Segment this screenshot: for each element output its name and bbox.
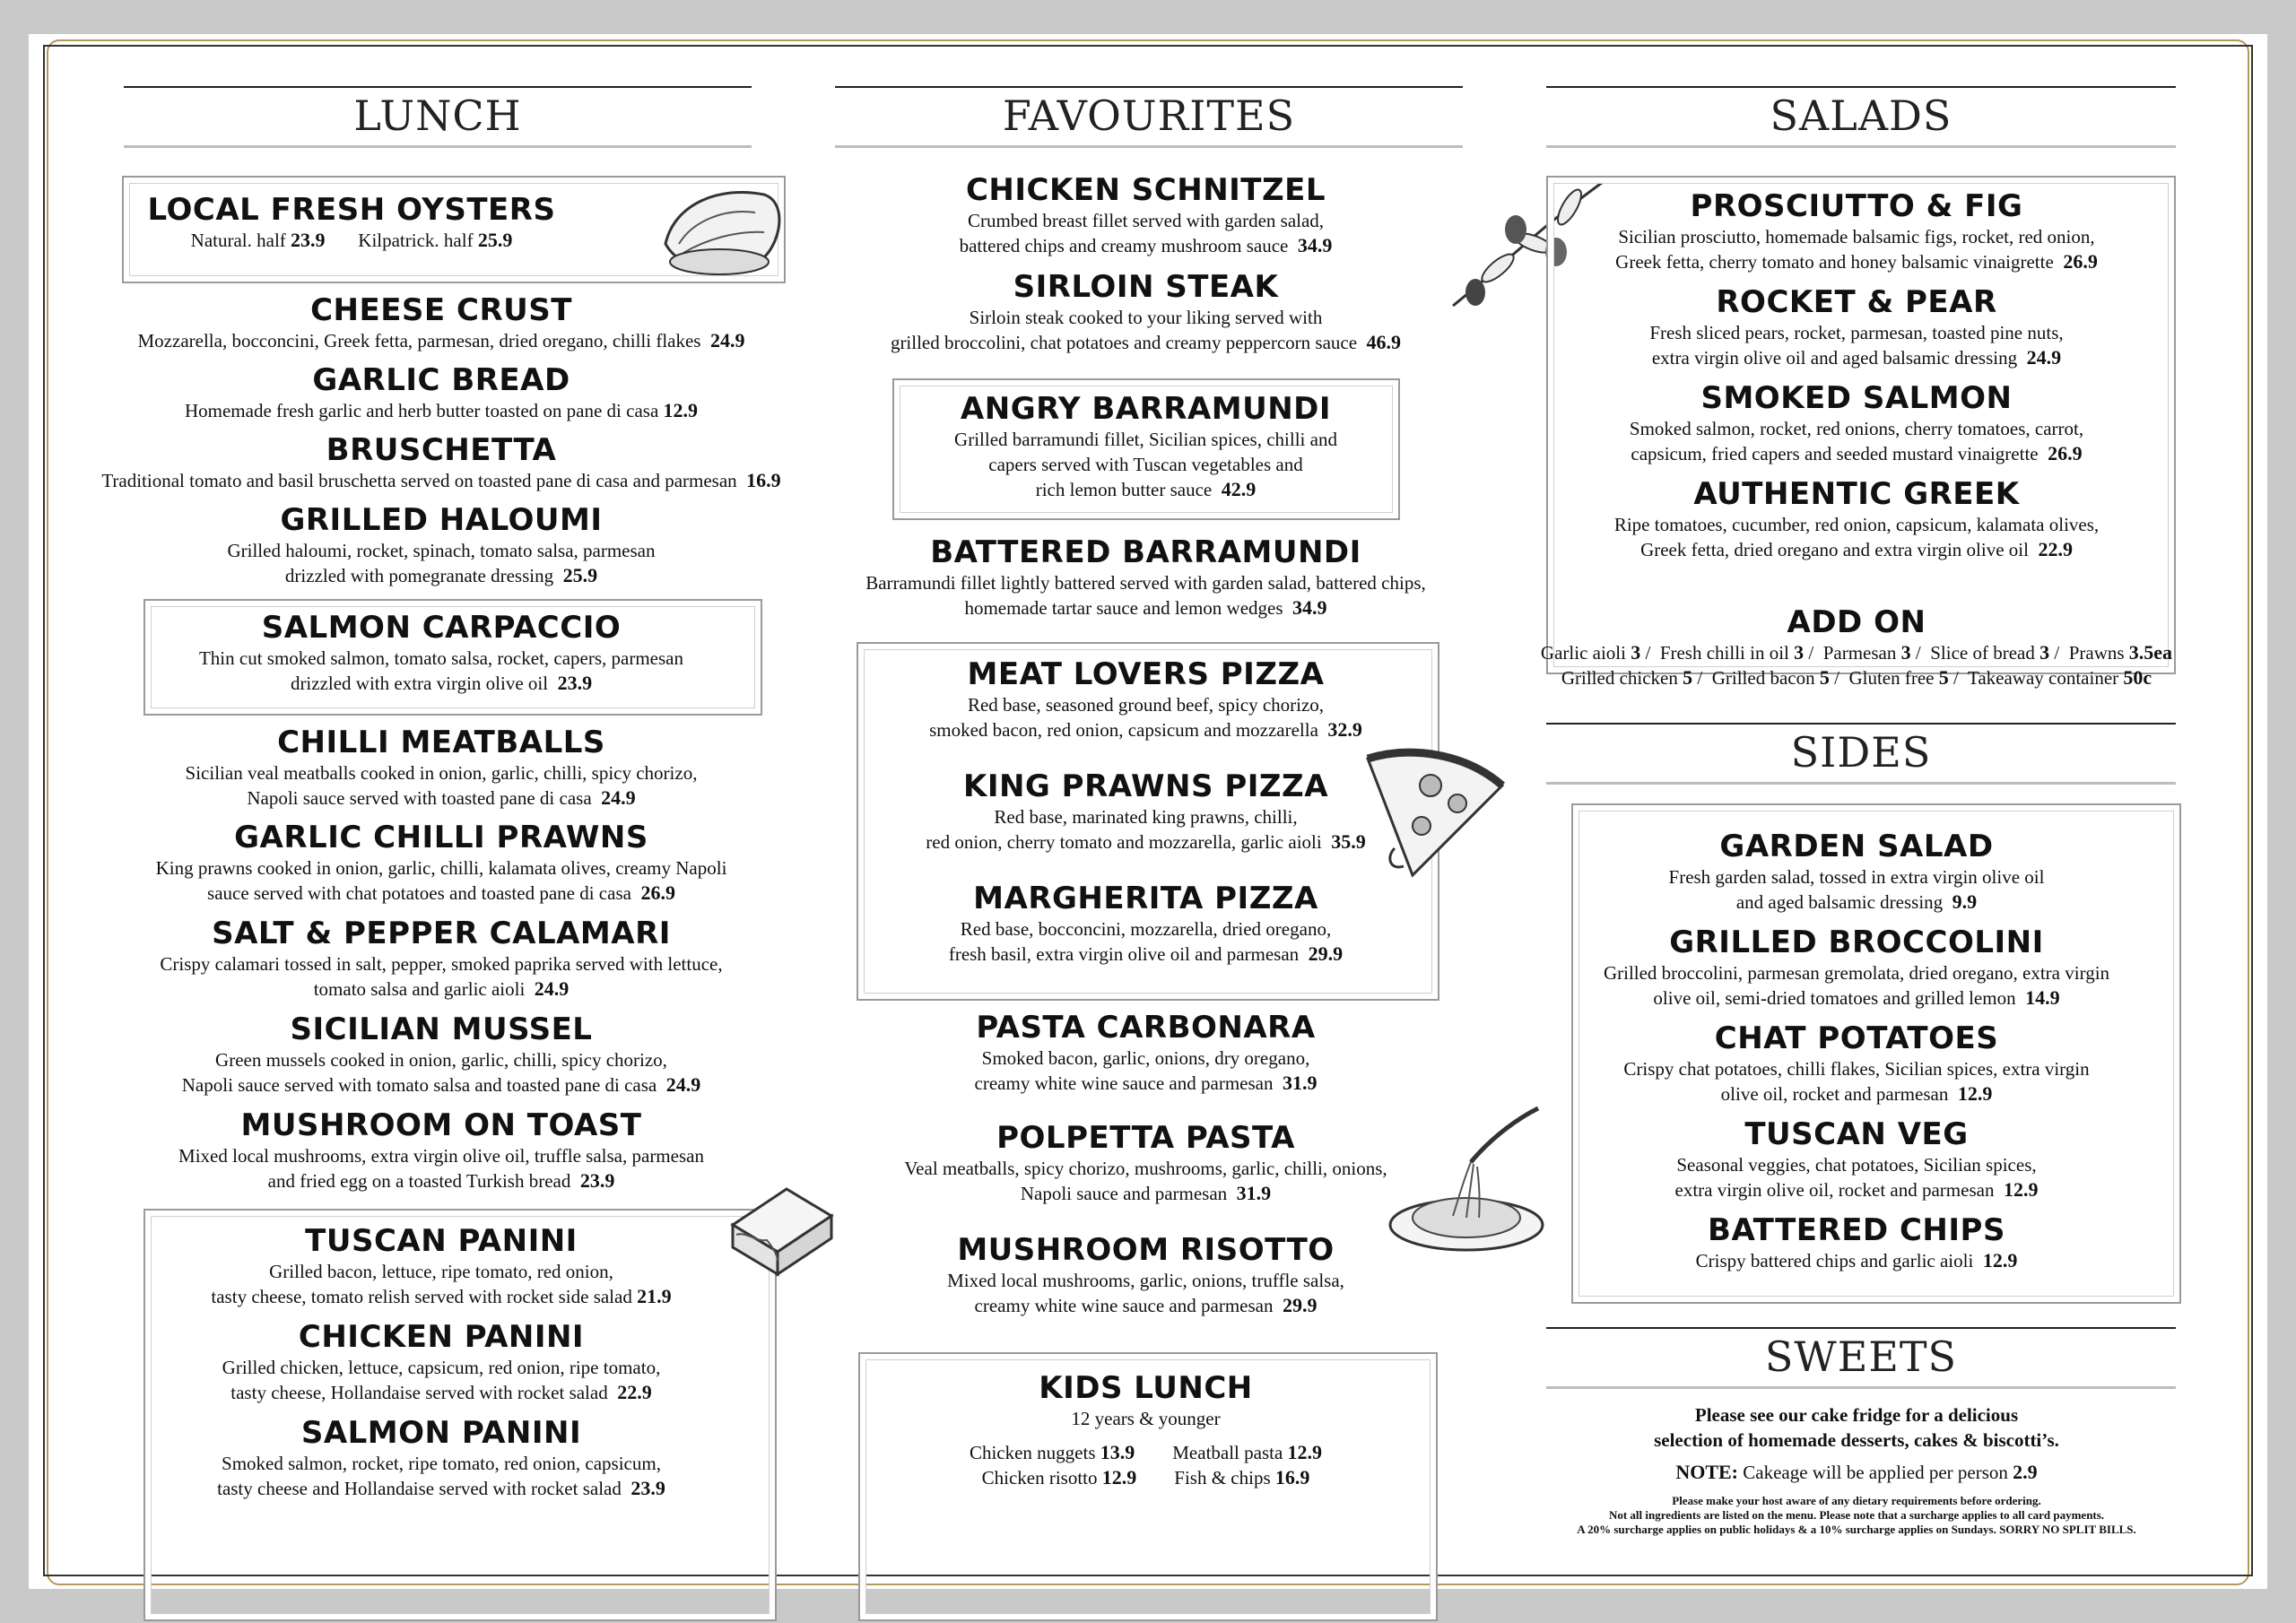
item-desc: [65, 881, 818, 906]
sweets-item: [1480, 1402, 2233, 1537]
sweets-text: selection of homemade desserts, cakes & biscotti’s.: [1654, 1429, 2059, 1451]
item-desc: Sicilian veal meatballs cooked in onion, garlic, chilli, spicy chorizo,: [185, 762, 698, 784]
menu-item: [1480, 1212, 2233, 1273]
desc-text: rich lemon butter sauce: [1035, 479, 1213, 500]
item-desc: Veal meatballs, spicy chorizo, mushrooms, garlic, chilli, onions,: [904, 1158, 1387, 1179]
menu-item: [65, 725, 818, 811]
desc-text: tasty cheese and Hollandaise served with rocket salad: [217, 1478, 622, 1499]
item-price: 23.9: [579, 1169, 615, 1192]
menu-item: [1480, 1020, 2233, 1107]
item-name: TUSCAN VEG: [1744, 1116, 1969, 1152]
item-desc: [65, 1168, 818, 1193]
item-price: 16.9: [746, 469, 781, 491]
addon-price: 5: [1819, 666, 1830, 689]
sides-title: SIDES: [1790, 728, 1932, 777]
item-price: 24.9: [665, 1073, 701, 1096]
oyster-option: Kilpatrick. half: [358, 230, 474, 251]
item-name: BRUSCHETTA: [326, 432, 557, 468]
addon-row: Garlic aioli 3 / Fresh chilli in oil 3 / Parmesan 3 / Slice of bread 3 / Prawns 3.5ea: [1540, 641, 2173, 664]
salads-title: SALADS: [1770, 91, 1952, 140]
item-name: SALT & PEPPER CALAMARI: [212, 916, 671, 951]
addon-row: Grilled chicken 5 / Grilled bacon 5 / Gluten free 5 / Takeaway container 50c: [1561, 666, 2152, 689]
lunch-title: LUNCH: [353, 91, 522, 140]
item-price: 21.9: [637, 1285, 672, 1307]
item-name: MEAT LOVERS PIZZA: [967, 656, 1325, 692]
cakeage-note: [1480, 1460, 2233, 1485]
desc-text: and aged balsamic dressing: [1735, 891, 1944, 913]
item-price: 26.9: [2048, 442, 2083, 464]
item-desc: King prawns cooked in onion, garlic, chilli, kalamata olives, creamy Napoli: [155, 857, 727, 879]
item-desc: [812, 330, 1480, 355]
item-desc: [1480, 1177, 2233, 1202]
item-name: SIRLOIN STEAK: [1013, 269, 1279, 305]
item-price: 12.9: [2003, 1178, 2039, 1201]
desc-text: drizzled with pomegranate dressing: [284, 565, 554, 586]
menu-item: [65, 1011, 818, 1098]
addon-label: Parmesan: [1822, 642, 1897, 664]
item-price: 26.9: [2063, 250, 2098, 273]
desc-text: Mozzarella, bocconcini, Greek fetta, parmesan, dried oregano, chilli flakes: [137, 330, 701, 352]
item-desc: [65, 1284, 818, 1309]
item-price: 31.9: [1236, 1182, 1272, 1204]
menu-item: [1480, 380, 2233, 466]
menu-item: [65, 916, 818, 1002]
menu-item: [812, 269, 1480, 355]
addon-price: 3: [1631, 641, 1641, 664]
fine-print-line: Not all ingredients are listed on the menu. Please note that a surcharge applies to all card payments.: [1608, 1508, 2105, 1522]
sweets-header: [1546, 1327, 2176, 1392]
desc-text: olive oil, semi-dried tomatoes and grilled lemon: [1653, 987, 2016, 1009]
addon-item: [1453, 604, 2260, 690]
item-desc: Smoked salmon, rocket, ripe tomato, red onion, capsicum,: [222, 1453, 661, 1474]
desc-text: Napoli sauce and parmesan: [1020, 1183, 1228, 1204]
item-desc: Crumbed breast fillet served with garden salad,: [967, 210, 1325, 231]
menu-item: [65, 1415, 818, 1501]
desc-text: battered chips and creamy mushroom sauce: [959, 235, 1289, 256]
item-desc: Crispy calamari tossed in salt, pepper, smoked paprika served with lettuce,: [160, 953, 723, 975]
addon-price: 5: [1683, 666, 1693, 689]
item-price: 14.9: [2025, 986, 2060, 1009]
item-desc: [812, 1071, 1480, 1096]
menu-item: [65, 610, 818, 696]
desc-text: grilled broccolini, chat potatoes and creamy peppercorn sauce: [890, 332, 1358, 353]
item-desc: [65, 468, 818, 493]
sweets-text: Please see our cake fridge for a delicious: [1694, 1404, 2019, 1426]
oysters-item: [29, 192, 674, 253]
addon-price: 5: [1938, 666, 1949, 689]
salads-header: [1546, 86, 2176, 151]
item-price: 31.9: [1282, 1072, 1318, 1094]
desc-text: capsicum, fried capers and seeded mustard vinaigrette: [1631, 443, 2039, 464]
desc-text: olive oil, rocket and parmesan: [1720, 1083, 1949, 1105]
item-desc: [29, 228, 674, 253]
item-price: 12.9: [1957, 1082, 1993, 1105]
menu-item: [1480, 1116, 2233, 1202]
item-name: GARLIC BREAD: [312, 362, 570, 398]
item-desc: Barramundi fillet lightly battered served with garden salad, battered chips,: [865, 572, 1426, 594]
item-price: 12.9: [1287, 1441, 1323, 1463]
addon-label: Takeaway container: [1967, 667, 2119, 689]
item-price: 46.9: [1366, 331, 1402, 353]
item-name: MARGHERITA PIZZA: [973, 881, 1318, 916]
kids-dish: Chicken nuggets: [969, 1442, 1096, 1463]
kids-item: [812, 1370, 1480, 1490]
addon-price: 3: [2039, 641, 2050, 664]
item-desc: Seasonal veggies, chat potatoes, Sicilian spices,: [1676, 1154, 2037, 1176]
item-desc: [812, 1293, 1480, 1318]
item-price: 12.9: [663, 399, 699, 421]
item-desc: Grilled barramundi fillet, Sicilian spices, chilli and: [954, 429, 1337, 450]
item-price: 16.9: [1274, 1466, 1310, 1488]
desc-text: Greek fetta, cherry tomato and honey balsamic vinaigrette: [1615, 251, 2054, 273]
desc-text: red onion, cherry tomato and mozzarella, garlic aioli: [926, 831, 1322, 853]
addon-label: Prawns: [2068, 642, 2125, 664]
item-name: ROCKET & PEAR: [1716, 284, 1997, 320]
item-price: 25.9: [562, 564, 598, 586]
addon-label: Fresh chilli in oil: [1659, 642, 1789, 664]
desc-text: Napoli sauce served with toasted pane di casa: [247, 787, 592, 809]
item-name: CHICKEN SCHNITZEL: [965, 172, 1326, 208]
kids-subtitle: 12 years & younger: [1071, 1408, 1221, 1429]
desc-text: Greek fetta, dried oregano and extra virgin olive oil: [1640, 539, 2029, 560]
item-name: ANGRY BARRAMUNDI: [960, 391, 1332, 427]
menu-item: [812, 881, 1480, 967]
item-price: 34.9: [1292, 596, 1327, 619]
item-desc: Fresh garden salad, tossed in extra virgin olive oil: [1668, 866, 2045, 888]
fine-print: [1480, 1494, 2233, 1537]
item-desc: [1480, 345, 2233, 370]
item-price: 24.9: [534, 977, 570, 1000]
desc-text: tasty cheese, Hollandaise served with rocket salad: [230, 1382, 608, 1403]
item-desc: Red base, bocconcini, mozzarella, dried oregano,: [960, 918, 1332, 940]
item-desc: Thin cut smoked salmon, tomato salsa, rocket, capers, parmesan: [198, 647, 683, 669]
item-price: 29.9: [1282, 1294, 1318, 1316]
item-desc: [65, 785, 818, 811]
item-price: 23.9: [631, 1477, 665, 1499]
menu-item: [65, 1107, 818, 1193]
desc-text: extra virgin olive oil, rocket and parmesan: [1674, 1179, 1995, 1201]
item-name: CHICKEN PANINI: [298, 1319, 585, 1355]
kids-row: [812, 1465, 1480, 1490]
desc-text: Homemade fresh garlic and herb butter toasted on pane di casa: [184, 400, 659, 421]
favourites-header: [835, 86, 1463, 151]
item-name: SALMON CARPACCIO: [261, 610, 622, 646]
menu-item: [65, 502, 818, 588]
item-desc: [65, 328, 818, 353]
item-price: 29.9: [1308, 942, 1344, 965]
addon-label: Grilled chicken: [1561, 667, 1678, 689]
item-name: LOCAL FRESH OYSTERS: [147, 192, 556, 228]
item-desc: Mixed local mushrooms, garlic, onions, truffle salsa,: [947, 1270, 1344, 1291]
item-desc: capers served with Tuscan vegetables and: [988, 454, 1303, 475]
sweets-title: SWEETS: [1764, 1332, 1958, 1381]
addon-label: Grilled bacon: [1711, 667, 1815, 689]
item-desc: Smoked salmon, rocket, red onions, cherry tomatoes, carrot,: [1629, 418, 2084, 439]
item-name: TUSCAN PANINI: [305, 1223, 578, 1259]
item-name: CHAT POTATOES: [1714, 1020, 1999, 1056]
kids-row: [812, 1440, 1480, 1465]
item-desc: Grilled broccolini, parmesan gremolata, dried oregano, extra virgin: [1603, 962, 2110, 984]
item-desc: Smoked bacon, garlic, onions, dry oregano,: [981, 1047, 1310, 1069]
item-desc: [1480, 249, 2233, 274]
item-price: 13.9: [1100, 1441, 1135, 1463]
item-desc: Red base, seasoned ground beef, spicy chorizo,: [967, 694, 1325, 716]
item-desc: [65, 976, 818, 1002]
menu-item: [812, 1010, 1480, 1096]
desc-text: Traditional tomato and basil bruschetta served on toasted pane di casa and parmesan: [101, 470, 737, 491]
item-desc: Red base, marinated king prawns, chilli,: [994, 806, 1298, 828]
item-price: 32.9: [1327, 718, 1362, 741]
oyster-icon: [657, 177, 791, 284]
addon-label: Garlic aioli: [1540, 642, 1626, 664]
item-price: 24.9: [709, 329, 745, 352]
item-price: 9.9: [1952, 890, 1978, 913]
item-desc: [812, 477, 1480, 502]
item-name: SICILIAN MUSSEL: [290, 1011, 593, 1047]
desc-text: extra virgin olive oil and aged balsamic dressing: [1651, 347, 2018, 369]
fine-print-line: A 20% surcharge applies on public holidays & a 10% surcharge applies on Sundays. SORRY NO SPLIT BILLS.: [1577, 1523, 2136, 1536]
item-price: 34.9: [1297, 234, 1333, 256]
addon-title: ADD ON: [1787, 604, 1926, 640]
item-desc: Green mussels cooked in onion, garlic, chilli, spicy chorizo,: [215, 1049, 667, 1071]
desc-text: tomato salsa and garlic aioli: [313, 978, 526, 1000]
note-text: Cakeage will be applied per person: [1743, 1462, 2008, 1483]
note-label: NOTE:: [1675, 1461, 1739, 1483]
item-name: CHILLI MEATBALLS: [277, 725, 605, 760]
item-desc: [65, 563, 818, 588]
item-desc: [812, 942, 1480, 967]
item-price: 12.9: [1982, 1249, 2018, 1271]
note-price: 2.9: [2013, 1461, 2038, 1483]
desc-text: creamy white wine sauce and parmesan: [974, 1295, 1274, 1316]
item-desc: [1480, 1248, 2233, 1273]
menu-item: [65, 432, 818, 493]
item-desc: Sirloin steak cooked to your liking served with: [969, 307, 1323, 328]
item-price: 12.9: [1101, 1466, 1137, 1488]
kids-dish: Chicken risotto: [981, 1467, 1098, 1488]
item-desc: Fresh sliced pears, rocket, parmesan, toasted pine nuts,: [1649, 322, 2064, 343]
addon-price: 3.5ea: [2128, 641, 2173, 664]
item-name: CHEESE CRUST: [310, 292, 572, 328]
item-desc: Grilled haloumi, rocket, spinach, tomato salsa, parmesan: [227, 540, 656, 561]
menu-item: [812, 172, 1480, 258]
item-price: 24.9: [601, 786, 636, 809]
item-name: SMOKED SALMON: [1700, 380, 2013, 416]
menu-item: [812, 1232, 1480, 1318]
item-desc: [65, 1476, 818, 1501]
menu-item: [65, 1223, 818, 1309]
addon-label: Gluten free: [1848, 667, 1935, 689]
item-name: MUSHROOM ON TOAST: [240, 1107, 642, 1143]
item-desc: Sicilian prosciutto, homemade balsamic figs, rocket, red onion,: [1618, 226, 2095, 247]
addon-price: 50c: [2123, 666, 2152, 689]
item-price: 23.9: [557, 672, 593, 694]
item-price: 42.9: [1221, 478, 1257, 500]
item-price: 22.9: [2038, 538, 2073, 560]
menu-item: [812, 656, 1480, 742]
menu-item: [812, 534, 1480, 621]
item-desc: [812, 233, 1480, 258]
item-desc: [812, 1181, 1480, 1206]
menu-item: [65, 362, 818, 423]
item-desc: [1480, 1081, 2233, 1107]
addon-price: 3: [1900, 641, 1911, 664]
desc-text: homemade tartar sauce and lemon wedges: [964, 597, 1283, 619]
favourites-title: FAVOURITES: [1002, 91, 1296, 140]
item-name: SALMON PANINI: [300, 1415, 582, 1451]
item-name: MUSHROOM RISOTTO: [957, 1232, 1335, 1268]
item-desc: [65, 1072, 818, 1098]
item-name: KING PRAWNS PIZZA: [962, 768, 1329, 804]
fine-print-line: Please make your host aware of any dietary requirements before ordering.: [1672, 1494, 2041, 1507]
lunch-header: [124, 86, 752, 151]
desc-text: and fried egg on a toasted Turkish bread: [267, 1170, 571, 1192]
item-desc: Grilled chicken, lettuce, capsicum, red onion, ripe tomato,: [222, 1357, 661, 1378]
item-name: POLPETTA PASTA: [996, 1120, 1295, 1156]
menu-item: [1480, 284, 2233, 370]
item-desc: [1480, 441, 2233, 466]
desc-text: Napoli sauce served with tomato salsa and toasted pane di casa: [181, 1074, 657, 1096]
item-name: AUTHENTIC GREEK: [1693, 476, 2020, 512]
menu-item: [812, 391, 1480, 502]
addon-label: Slice of bread: [1930, 642, 2035, 664]
item-desc: [1480, 890, 2233, 915]
item-name: BATTERED CHIPS: [1708, 1212, 2005, 1248]
menu-item: [1480, 829, 2233, 915]
oyster-illustration: [657, 172, 791, 289]
desc-text: creamy white wine sauce and parmesan: [974, 1072, 1274, 1094]
item-name: GARDEN SALAD: [1719, 829, 1994, 864]
item-desc: Crispy chat potatoes, chilli flakes, Sicilian spices, extra virgin: [1623, 1058, 2090, 1080]
item-desc: [812, 595, 1480, 621]
item-desc: [65, 398, 818, 423]
oyster-price: 23.9: [291, 229, 326, 251]
oyster-option: Natural. half: [190, 230, 286, 251]
menu-item: [1480, 476, 2233, 562]
kids-dish: Fish & chips: [1174, 1467, 1271, 1488]
item-price: 24.9: [2026, 346, 2062, 369]
addon-price: 3: [1794, 641, 1805, 664]
item-name: KIDS LUNCH: [1039, 1370, 1253, 1406]
item-price: 35.9: [1331, 830, 1366, 853]
desc-text: fresh basil, extra virgin olive oil and parmesan: [948, 943, 1300, 965]
kids-dish: Meatball pasta: [1172, 1442, 1283, 1463]
desc-text: drizzled with extra virgin olive oil: [290, 673, 549, 694]
desc-text: sauce served with chat potatoes and toasted pane di casa: [207, 882, 631, 904]
menu-item: [65, 820, 818, 906]
oyster-price: 25.9: [477, 229, 513, 251]
item-name: BATTERED BARRAMUNDI: [930, 534, 1361, 570]
sides-header: [1546, 723, 2176, 787]
desc-text: smoked bacon, red onion, capsicum and mozzarella: [929, 719, 1318, 741]
item-price: 26.9: [640, 881, 675, 904]
item-name: PASTA CARBONARA: [976, 1010, 1316, 1046]
item-desc: [1480, 537, 2233, 562]
item-name: PROSCIUTTO & FIG: [1690, 188, 2023, 224]
item-desc: Mixed local mushrooms, extra virgin olive oil, truffle salsa, parmesan: [178, 1145, 704, 1167]
desc-text: tasty cheese, tomato relish served with rocket side salad: [211, 1286, 632, 1307]
item-desc: [65, 1380, 818, 1405]
menu-item: [65, 292, 818, 353]
menu-item: [1480, 924, 2233, 1011]
item-desc: [65, 671, 818, 696]
item-name: GARLIC CHILLI PRAWNS: [234, 820, 648, 855]
desc-text: Crispy battered chips and garlic aioli: [1695, 1250, 1974, 1271]
menu-item: [812, 1120, 1480, 1206]
item-price: 22.9: [617, 1381, 652, 1403]
item-desc: Ripe tomatoes, cucumber, red onion, capsicum, kalamata olives,: [1613, 514, 2100, 535]
item-desc: [1480, 985, 2233, 1011]
menu-item: [65, 1319, 818, 1405]
item-desc: Grilled bacon, lettuce, ripe tomato, red onion,: [269, 1261, 613, 1282]
item-name: GRILLED HALOUMI: [280, 502, 603, 538]
menu-item: [1480, 188, 2233, 274]
item-name: GRILLED BROCCOLINI: [1669, 924, 2044, 960]
